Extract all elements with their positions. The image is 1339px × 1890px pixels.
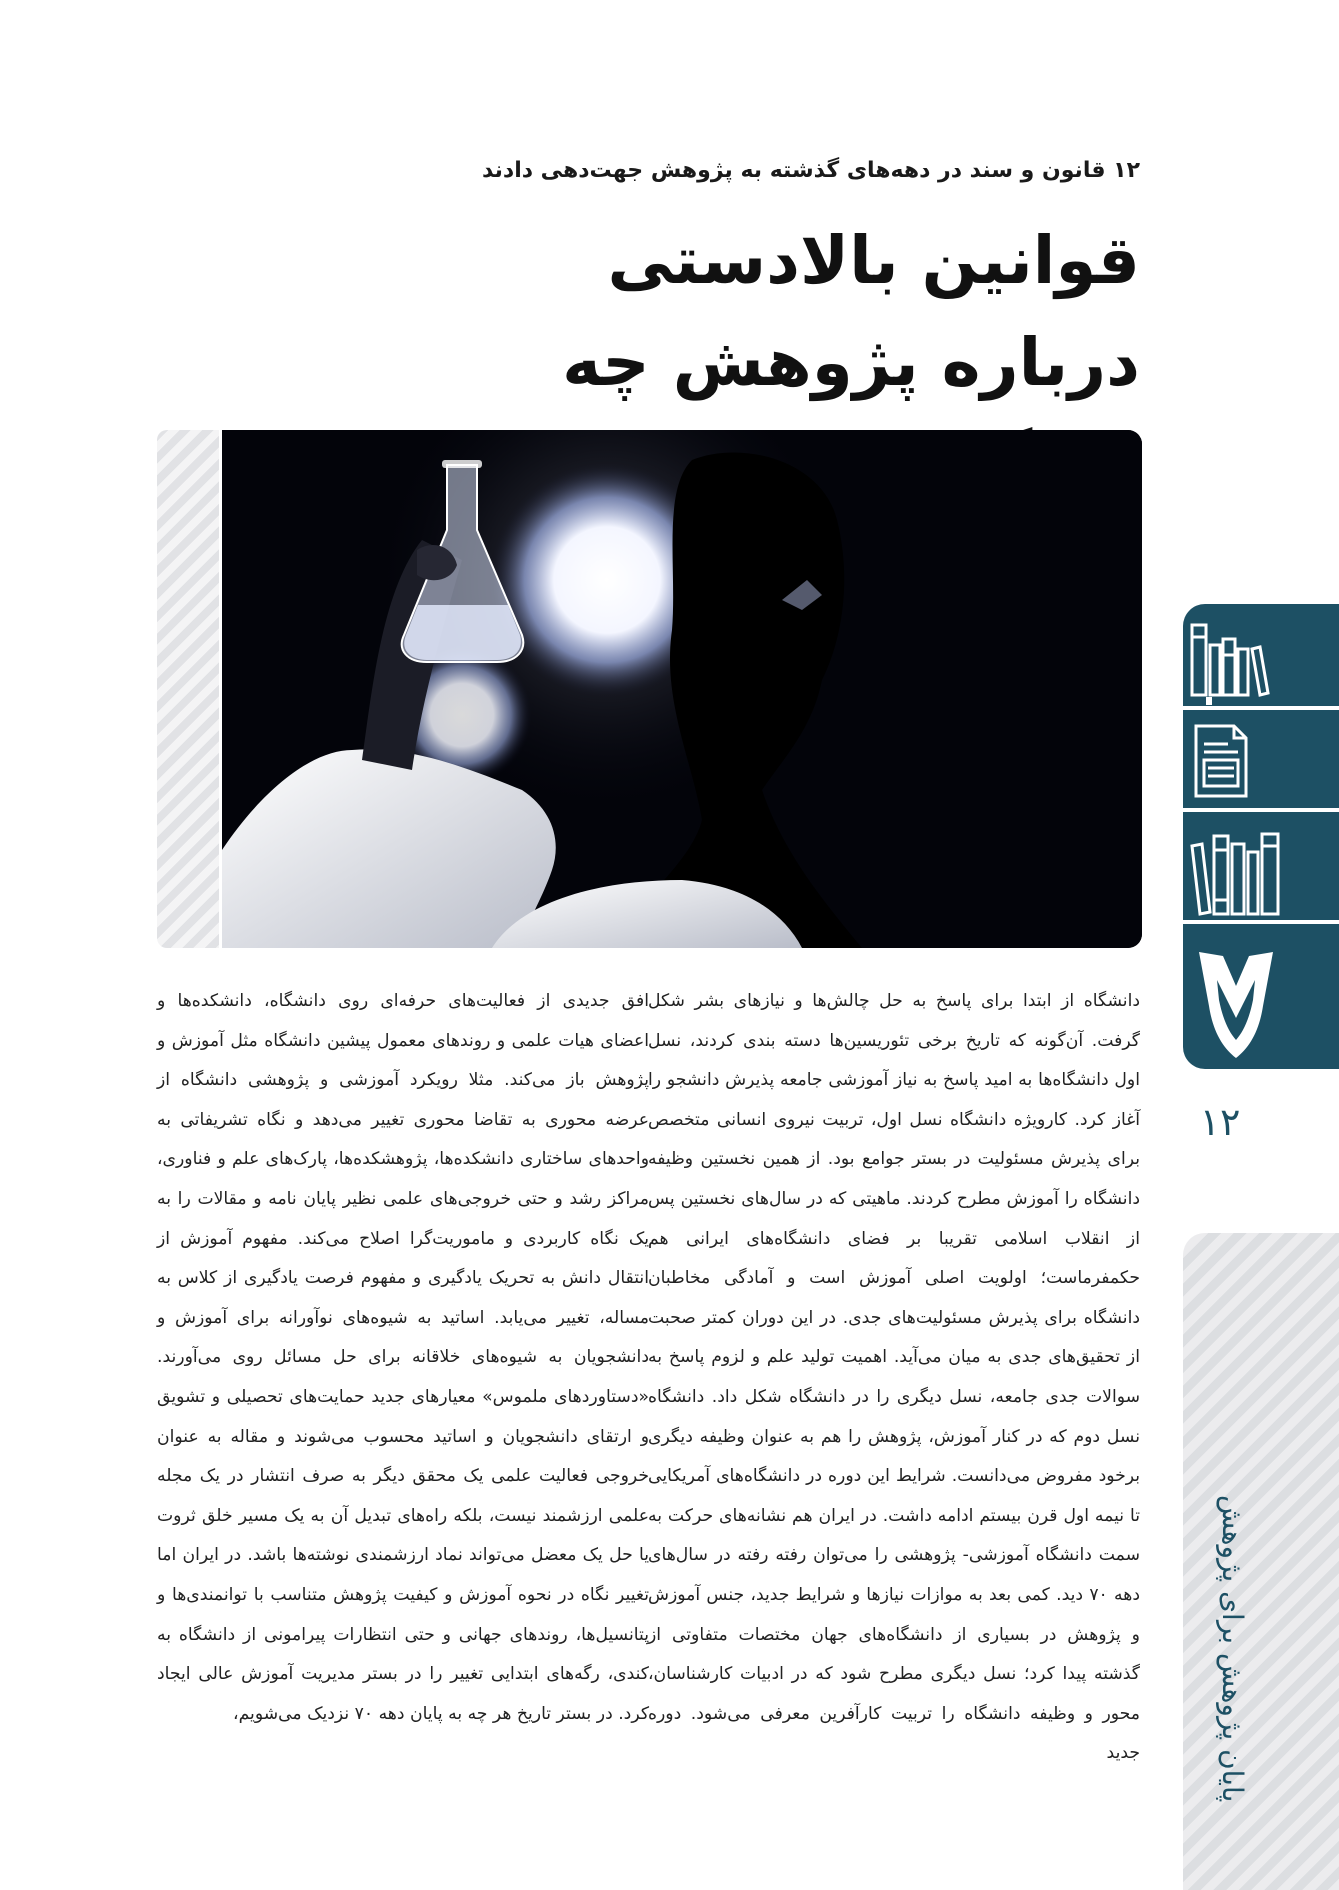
title-line-1: قوانین بالادستی [607, 222, 1140, 299]
photo-stripe-decoration [157, 430, 219, 948]
page-number: ۱۲ [1199, 1100, 1241, 1144]
article-photo [222, 430, 1142, 948]
article-kicker: ۱۲ قانون و سند در دهه‌های گذشته به پژوهش جهت‌دهی دادند [481, 158, 1140, 183]
books-shelf-icon [1188, 826, 1298, 920]
title-line-2: درباره پژوهش چه [562, 324, 1140, 401]
university-logo-icon [1193, 946, 1279, 1062]
article-column-1: دانشگاه از ابتدا برای پاسخ به حل چالش‌ها و نیازهای بشر شکل گرفت. آن‌گونه که تاریخ برخی تئوریسین‌ها دسته بندی کردند، نسل اول دانشگاه‌ها به امید پاسخ به نیاز آموزشی جامعه پذیرش دانشجو را آغاز کرد. کارویژه دانشگاه نسل اول، تربیت نیروی انسانی متخصص برای پذیرش مسئولیت در بستر جوامع بود. از همین نخستین وظیفه دانشگاه را آموزش مطرح کردند. ماهیتی که در سال‌های نخستین پس از انقلاب اسلامی تقریبا بر فضای دانشگاه‌های ایرانی هم حکمفرماست؛ اولویت اصلی آموزش است و آمادگی مخاطبان دانشگاه برای پذیرش مسئولیت‌های جدی. در این دوران کمتر صحبت از تحقیق‌های جدی به میان می‌آید. اهمیت تولید علم و لزوم پاسخ به سوالات جدی جامعه، نسل دیگری را در دانشگاه شکل داد. دانشگاه نسل دوم که در کنار آموزش، پژوهش را هم به عنوان وظیفه دیگری برخود مفروض می‌دانست. شرایط این دوره در دانشگاه‌های آمریکایی تا نیمه اول قرن بیستم ادامه داشت. در ایران هم نشانه‌های حرکت به سمت دانشگاه آموزشی- پژوهشی را می‌توان رفته رفته در سال‌های دهه ۷۰ دید. کمی بعد به موازات نیازها و شرایط جدید، جنس آموزش و پژوهش در بسیاری از دانشگاه‌های جهان مختصات متفاوتی از گذشته پیدا کرد؛ نسل دیگری مطرح شود که در ادبیات کارشناسان، محور و وظیفه دانشگاه را تربیت کارآفرین معرفی می‌شود. دوره جدید [648, 991, 1140, 1764]
scientist-flask-illustration [222, 430, 1142, 948]
shelf-divider [1183, 920, 1339, 924]
article-column-2: افق جدیدی از فعالیت‌های حرفه‌ای روی دانشگاه، دانشکده‌ها و اعضای هیات علمی و روندهای معمول پیشین دانشگاه مثل آموزش و پژوهش باز می‌کند. مثلا رویکرد آموزشی و پژوهشی دانشگاه از عرضه محوری به تقاضا محوری تغییر می‌دهد و نگاه تشریفاتی به واحدهای ساختاری دانشکده‌ها، پژوهشکده‌ها، پارک‌های علم و فناوری، مراکز رشد و حتی خروجی‌های علمی نظیر پایان نامه و مقالات را به یک نگاه کاربردی و ماموریت‌گرا اصلاح می‌کند. مفهوم آموزش از انتقال دانش به تحریک یادگیری و مفهوم فرصت یادگیری از کلاس به مساله، تغییر می‌یابد. اساتید به شیوه‌های نوآورانه برای آموزش و دانشجویان به شیوه‌های خلاقانه برای حل مسائل روی می‌آورند. «دستاوردهای ملموس» معیارهای جدید حمایت‌های تحصیلی و تشویق و ارتقای دانشجویان و اساتید محسوب می‌شوند و مقاله به عنوان خروجی فعالیت علمی یک محقق دیگر به صرف انتشار در یک مجله علمی ارزشمند نیست، بلکه راه‌های تبدیل آن به یک مسیر خلق ثروت یا حل یک معضل می‌تواند نماد ارزشمندی نوشته‌ها باشد. در ایران اما تغییر نگاه در نحوه آموزش و کیفیت پژوهش متناسب با توانمندی‌ها و پتانسیل‌ها، روندهای جهانی و حتی انتظارات پیرامونی از دانشگاه به کندی، رگه‌های ابتدایی تغییر را در بستر مدیریت آموزش عالی ایجاد کرد. در بستر تاریخ هر چه به پایان دهه ۷۰ نزدیک می‌شویم، [157, 991, 649, 1724]
flask-rim [442, 460, 482, 468]
books-shelf-icon [1188, 615, 1274, 707]
shelf-divider [1183, 808, 1339, 812]
flask-liquid [404, 605, 521, 660]
document-newspaper-icon [1190, 722, 1260, 802]
section-tab-label: پایان پژوهش برای پژوهش [1216, 1494, 1249, 1802]
